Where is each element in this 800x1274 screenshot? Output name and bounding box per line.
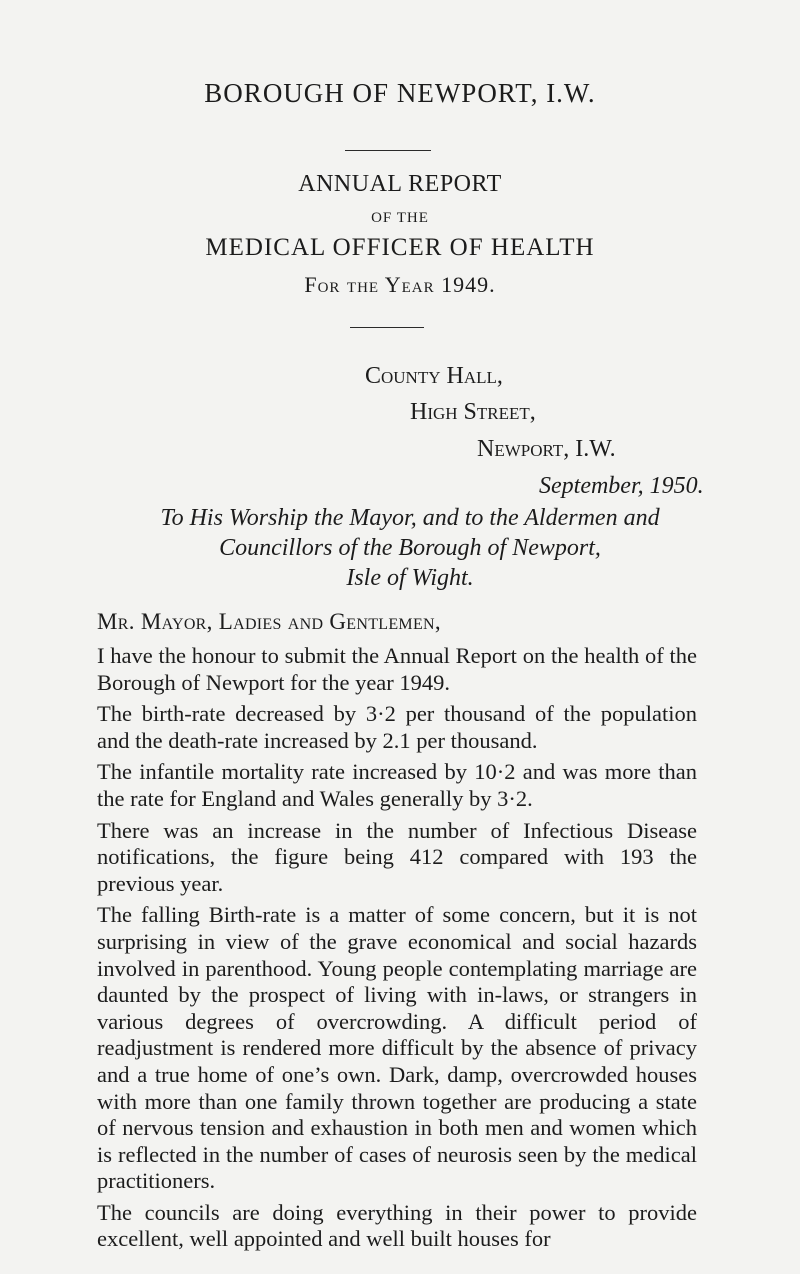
addressee-line-1: To His Worship the Mayor, and to the Aldermen and: [160, 505, 660, 531]
address-line-1: County Hall,: [365, 363, 503, 389]
report-body: [97, 643, 697, 1258]
address-date: September, 1950.: [539, 473, 704, 499]
addressee-line-3: Isle of Wight.: [346, 565, 474, 591]
of-the-heading: OF THE: [371, 210, 429, 226]
year-heading: For the Year 1949.: [304, 272, 496, 297]
addressee-block: [130, 503, 690, 593]
borough-heading: BOROUGH OF NEWPORT, I.W.: [204, 78, 596, 108]
medical-officer-heading: MEDICAL OFFICER OF HEALTH: [205, 234, 595, 261]
addressee-line-2: Councillors of the Borough of Newport,: [219, 535, 601, 561]
paragraph: The falling Birth-rate is a matter of some concern, but it is not surprising in view of the grave economical and social hazards involved in parenthood. Young people contemplating marriage are daunted by the prospect of living with in-laws, or strangers in various degrees of overcrowding. A difficult period of readjustment is rendered more difficult by the absence of privacy and a true home of one’s own. Dark, damp, overcrowded houses with more than one family thrown together are producing a state of nervous tension and exhaustion in both men and women which is reflected in the number of cases of neurosis seen by the medical practitioners.: [97, 902, 697, 1194]
paragraph: There was an increase in the number of Infectious Disease notifications, the figure being 412 compared with 193 the previous year.: [97, 817, 697, 896]
paragraph: The councils are doing everything in their power to provide excellent, well appointed and well built houses for: [97, 1199, 697, 1252]
annual-report-heading: ANNUAL REPORT: [298, 171, 502, 197]
divider-middle: [350, 327, 424, 328]
salutation: Mr. Mayor, Ladies and Gentlemen,: [97, 609, 441, 634]
address-line-3: Newport, I.W.: [477, 436, 616, 462]
divider-top: [345, 150, 431, 151]
paragraph: The birth-rate decreased by 3·2 per thousand of the population and the death-rate increased by 2.1 per thousand.: [97, 701, 697, 753]
address-line-2: High Street,: [410, 399, 536, 425]
paragraph: The infantile mortality rate increased by 10·2 and was more than the rate for England and Wales generally by 3·2.: [97, 759, 697, 811]
paragraph: I have the honour to submit the Annual Report on the health of the Borough of Newport for the year 1949.: [97, 643, 697, 695]
